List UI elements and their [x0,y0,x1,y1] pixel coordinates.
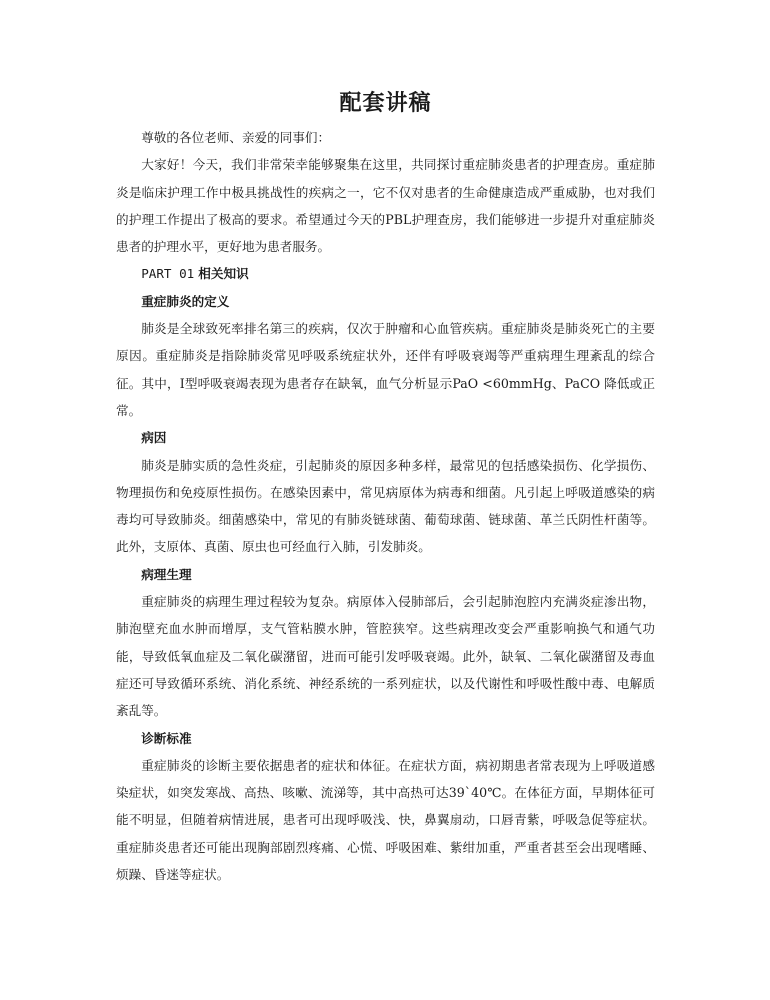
section-heading-diagnosis: 诊断标准 [141,730,192,746]
section-body-definition: 肺炎是全球致死率排名第三的疾病，仅次于肿瘤和心血管疾病。重症肺炎是肺炎死亡的主要原因。重症肺炎是指除肺炎常见呼吸系统症状外，还伴有呼吸衰竭等严重病理生理紊乱的综合征。其中，I型呼吸衰竭表现为患者存在缺氧，血气分析显示PaO <60mmHg、PaCO 降低或正常。 [116,321,655,418]
section-body-diagnosis: 重症肺炎的诊断主要依据患者的症状和体征。在症状方面，病初期患者常表现为上呼吸道感染症状，如突发寒战、高热、咳嗽、流涕等，其中高热可达39`40℃。在体征方面，早期体征可能不明显，但随着病情进展，患者可出现呼吸浅、快，鼻翼扇动，口唇青紫，呼吸急促等症状。重症肺炎患者还可能出现胸部剧烈疼痛、心慌、呼吸困难、紫绀加重，严重者甚至会出现嗜睡、烦躁、昏迷等症状。 [116,757,655,883]
section-body-etiology: 肺炎是肺实质的急性炎症，引起肺炎的原因多种多样，最常见的包括感染损伤、化学损伤、物理损伤和免疫原性损伤。在感染因素中，常见病原体为病毒和细菌。凡引起上呼吸道感染的病毒均可导致肺炎。细菌感染中，常见的有肺炎链球菌、葡萄球菌、链球菌、革兰氏阴性杆菌等。此外，支原体、真菌、原虫也可经血行入肺，引发肺炎。 [116,457,655,555]
part-heading [116,260,655,287]
section-heading-definition: 重症肺炎的定义 [141,293,230,309]
part-name: 相关知识 [198,266,249,282]
section-heading-pathophysiology: 病理生理 [141,566,192,582]
intro-paragraph: 大家好！今天，我们非常荣幸能够聚集在这里，共同探讨重症肺炎患者的护理查房。重症肺炎是临床护理工作中极具挑战性的疾病之一，它不仅对患者的生命健康造成严重威胁，也对我们的护理工作提出了极高的要求。希望通过今天的PBL护理查房，我们能够进一步提升对重症肺炎患者的护理水平，更好地为患者服务。 [116,157,655,255]
section-body-pathophysiology: 重症肺炎的病理生理过程较为复杂。病原体入侵肺部后，会引起肺泡腔内充满炎症渗出物，肺泡壁充血水肿而增厚，支气管粘膜水肿，管腔狭窄。这些病理改变会严重影响换气和通气功能，导致低氧血症及二氧化碳潴留，进而可能引发呼吸衰竭。此外，缺氧、二氧化碳潴留及毒血症还可导致循环系统、消化系统、神经系统的一系列症状，以及代谢性和呼吸性酸中毒、电解质紊乱等。 [116,594,655,719]
document-title: 配套讲稿 [339,90,432,116]
greeting: 尊敬的各位老师、亲爱的同事们： [141,130,331,145]
part-label: PART 01 [141,266,195,282]
section-heading-etiology: 病因 [141,430,167,446]
